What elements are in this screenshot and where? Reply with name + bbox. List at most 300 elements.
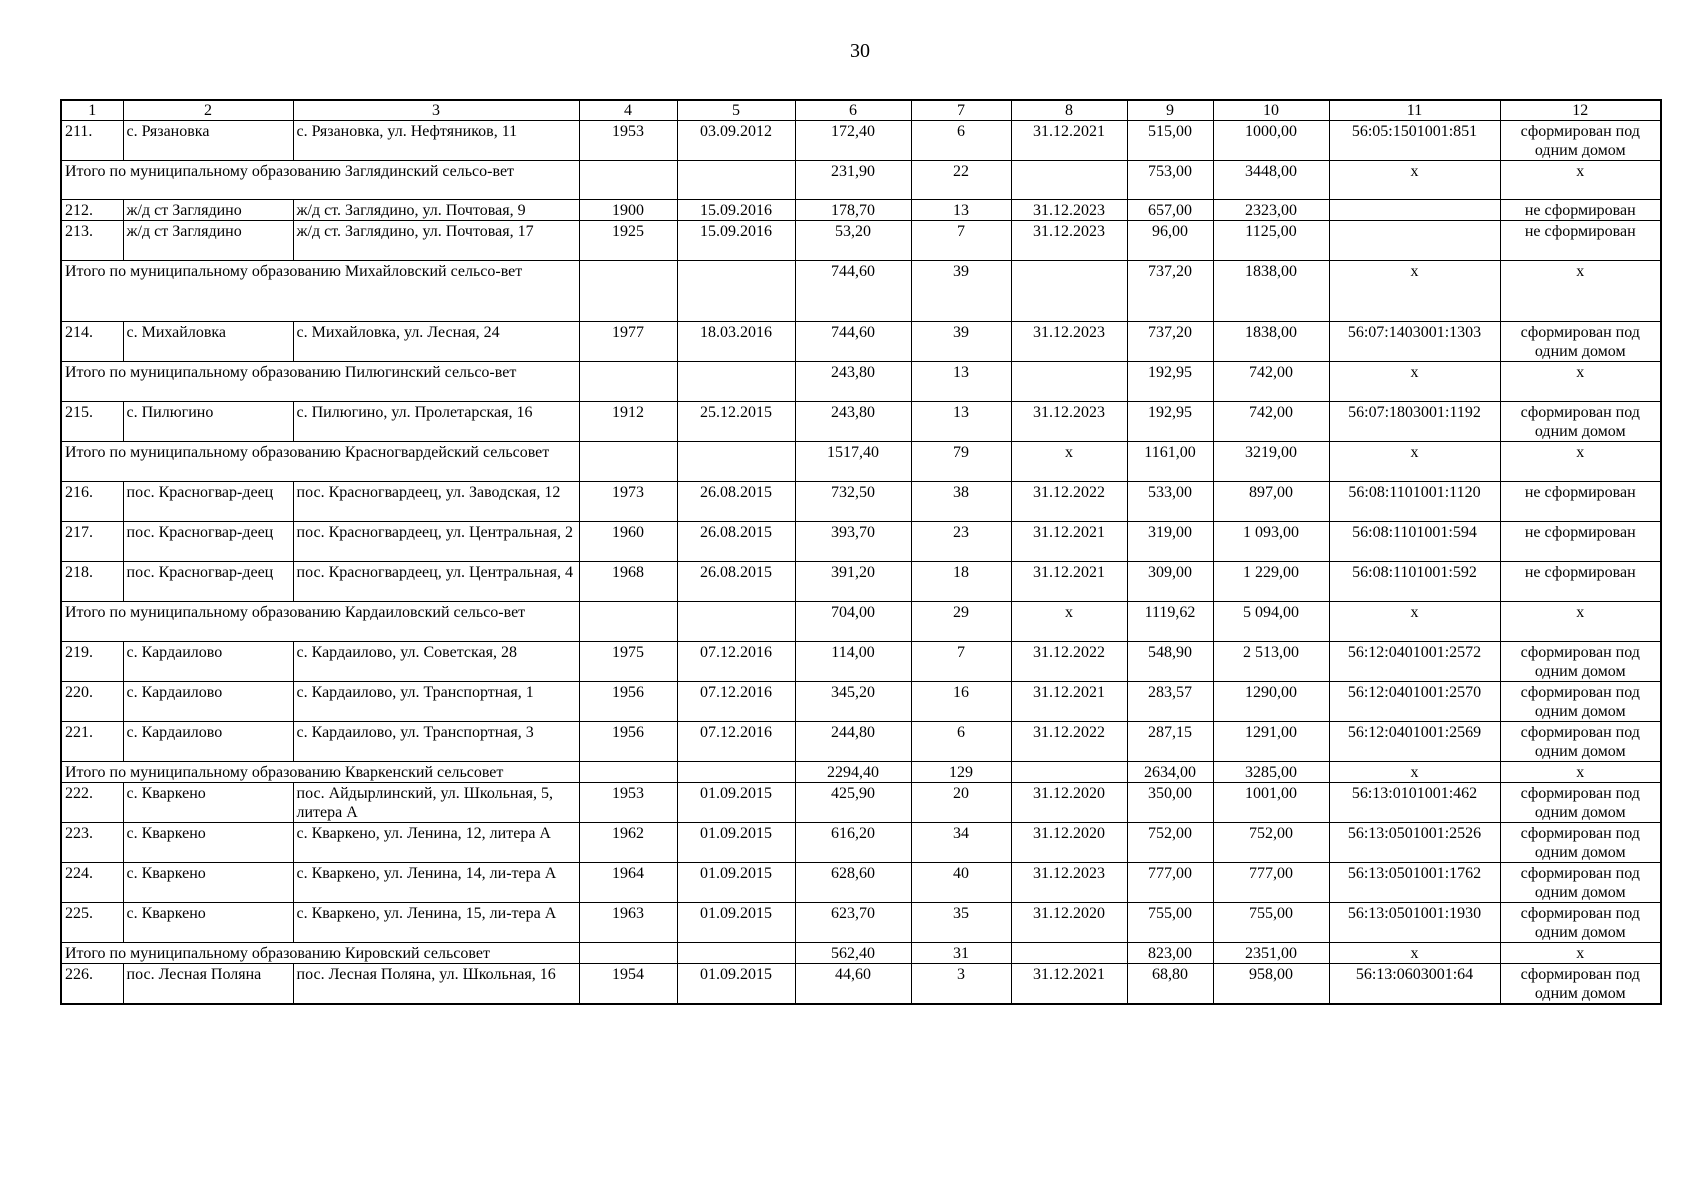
address-cell: с. Кваркено, ул. Ленина, 14, ли-тера А [293,863,579,903]
table-row [61,522,1661,562]
residents-cell: 39 [911,322,1011,362]
value-9-cell: 737,20 [1127,322,1213,362]
column-number-6: 6 [795,100,911,121]
cadastral-number-cell: x [1329,602,1500,642]
address-cell: с. Кардаилово, ул. Транспортная, 1 [293,682,579,722]
land-status-cell: x [1500,943,1661,964]
deadline-cell [1011,161,1127,200]
value-10-cell: 752,00 [1213,823,1329,863]
subtotal-label: Итого по муниципальному образованию Заглядинский сельсо-вет [61,161,579,200]
land-status-cell: сформирован под одним домом [1500,823,1661,863]
value-10-cell: 777,00 [1213,863,1329,903]
area-cell: 2294,40 [795,762,911,783]
row-number: 224. [61,863,123,903]
deadline-cell: 31.12.2021 [1011,682,1127,722]
land-status-cell: x [1500,362,1661,402]
date-cell: 15.09.2016 [677,200,795,221]
row-number: 215. [61,402,123,442]
table-row [61,903,1661,943]
year-cell: 1900 [579,200,677,221]
table-row [61,200,1661,221]
land-status-cell: сформирован под одним домом [1500,903,1661,943]
row-number: 221. [61,722,123,762]
value-9-cell: 657,00 [1127,200,1213,221]
value-10-cell: 1125,00 [1213,221,1329,261]
date-cell: 01.09.2015 [677,903,795,943]
residents-cell: 16 [911,682,1011,722]
residents-cell: 7 [911,642,1011,682]
subtotal-label: Итого по муниципальному образованию Красногвардейский сельсовет [61,442,579,482]
value-9-cell: 96,00 [1127,221,1213,261]
settlement-cell: с. Кваркено [123,903,293,943]
date-cell: 26.08.2015 [677,522,795,562]
land-status-cell: сформирован под одним домом [1500,722,1661,762]
residents-cell: 22 [911,161,1011,200]
deadline-cell [1011,943,1127,964]
deadline-cell: 31.12.2023 [1011,200,1127,221]
residents-cell: 35 [911,903,1011,943]
land-status-cell: сформирован под одним домом [1500,682,1661,722]
value-9-cell: 192,95 [1127,362,1213,402]
value-10-cell: 1838,00 [1213,261,1329,322]
deadline-cell: 31.12.2023 [1011,221,1127,261]
address-cell: пос. Красногвардеец, ул. Заводская, 12 [293,482,579,522]
table-body [61,100,1661,1004]
settlement-cell: с. Кваркено [123,783,293,823]
residents-cell: 31 [911,943,1011,964]
housing-registry-table [60,99,1662,1005]
area-cell: 744,60 [795,322,911,362]
date-cell: 26.08.2015 [677,562,795,602]
deadline-cell: 31.12.2023 [1011,322,1127,362]
column-number-5: 5 [677,100,795,121]
address-cell: пос. Красногвардеец, ул. Центральная, 2 [293,522,579,562]
land-status-cell: сформирован под одним домом [1500,121,1661,161]
land-status-cell: не сформирован [1500,562,1661,602]
year-cell: 1925 [579,221,677,261]
value-9-cell: 823,00 [1127,943,1213,964]
land-status-cell: сформирован под одним домом [1500,322,1661,362]
cadastral-number-cell [1329,200,1500,221]
date-cell [677,442,795,482]
date-cell: 01.09.2015 [677,964,795,1005]
row-number: 214. [61,322,123,362]
row-number: 219. [61,642,123,682]
cadastral-number-cell: 56:07:1803001:1192 [1329,402,1500,442]
value-10-cell: 3285,00 [1213,762,1329,783]
value-9-cell: 2634,00 [1127,762,1213,783]
address-cell: с. Кардаилово, ул. Советская, 28 [293,642,579,682]
land-status-cell: не сформирован [1500,482,1661,522]
subtotal-row [61,261,1661,322]
value-9-cell: 350,00 [1127,783,1213,823]
column-number-1: 1 [61,100,123,121]
deadline-cell: 31.12.2021 [1011,964,1127,1005]
table-row [61,121,1661,161]
value-10-cell: 897,00 [1213,482,1329,522]
cadastral-number-cell: 56:13:0501001:1930 [1329,903,1500,943]
value-9-cell: 753,00 [1127,161,1213,200]
value-9-cell: 309,00 [1127,562,1213,602]
year-cell [579,442,677,482]
area-cell: 623,70 [795,903,911,943]
table-row [61,682,1661,722]
value-9-cell: 548,90 [1127,642,1213,682]
deadline-cell: 31.12.2023 [1011,402,1127,442]
deadline-cell: x [1011,442,1127,482]
row-number: 213. [61,221,123,261]
table-row [61,642,1661,682]
value-9-cell: 287,15 [1127,722,1213,762]
area-cell: 172,40 [795,121,911,161]
land-status-cell: не сформирован [1500,221,1661,261]
deadline-cell [1011,261,1127,322]
residents-cell: 3 [911,964,1011,1005]
area-cell: 178,70 [795,200,911,221]
value-9-cell: 1119,62 [1127,602,1213,642]
residents-cell: 7 [911,221,1011,261]
value-10-cell: 5 094,00 [1213,602,1329,642]
value-9-cell: 1161,00 [1127,442,1213,482]
cadastral-number-cell: 56:05:1501001:851 [1329,121,1500,161]
column-number-12: 12 [1500,100,1661,121]
area-cell: 114,00 [795,642,911,682]
subtotal-row [61,762,1661,783]
date-cell: 07.12.2016 [677,722,795,762]
settlement-cell: пос. Лесная Поляна [123,964,293,1005]
value-10-cell: 1290,00 [1213,682,1329,722]
settlement-cell: ж/д ст Заглядино [123,221,293,261]
settlement-cell: пос. Красногвар-деец [123,522,293,562]
date-cell: 26.08.2015 [677,482,795,522]
value-9-cell: 777,00 [1127,863,1213,903]
value-9-cell: 737,20 [1127,261,1213,322]
settlement-cell: с. Кваркено [123,823,293,863]
column-number-2: 2 [123,100,293,121]
deadline-cell: 31.12.2021 [1011,562,1127,602]
year-cell [579,161,677,200]
subtotal-label: Итого по муниципальному образованию Кардаиловский сельсо-вет [61,602,579,642]
date-cell: 15.09.2016 [677,221,795,261]
row-number: 212. [61,200,123,221]
land-status-cell: x [1500,762,1661,783]
column-number-8: 8 [1011,100,1127,121]
area-cell: 231,90 [795,161,911,200]
address-cell: с. Пилюгино, ул. Пролетарская, 16 [293,402,579,442]
value-10-cell: 1000,00 [1213,121,1329,161]
column-number-4: 4 [579,100,677,121]
value-9-cell: 319,00 [1127,522,1213,562]
value-10-cell: 1 229,00 [1213,562,1329,602]
date-cell: 07.12.2016 [677,682,795,722]
year-cell: 1964 [579,863,677,903]
cadastral-number-cell: 56:12:0401001:2570 [1329,682,1500,722]
area-cell: 243,80 [795,362,911,402]
residents-cell: 34 [911,823,1011,863]
year-cell: 1977 [579,322,677,362]
value-9-cell: 533,00 [1127,482,1213,522]
year-cell: 1956 [579,722,677,762]
year-cell [579,943,677,964]
address-cell: с. Михайловка, ул. Лесная, 24 [293,322,579,362]
year-cell: 1962 [579,823,677,863]
year-cell [579,362,677,402]
date-cell: 01.09.2015 [677,783,795,823]
deadline-cell: 31.12.2020 [1011,823,1127,863]
area-cell: 44,60 [795,964,911,1005]
column-number-11: 11 [1329,100,1500,121]
page-number: 30 [850,40,870,62]
date-cell [677,362,795,402]
date-cell [677,762,795,783]
value-9-cell: 283,57 [1127,682,1213,722]
table-row [61,562,1661,602]
table-row [61,722,1661,762]
residents-cell: 40 [911,863,1011,903]
area-cell: 1517,40 [795,442,911,482]
deadline-cell: 31.12.2021 [1011,121,1127,161]
deadline-cell: 31.12.2022 [1011,722,1127,762]
area-cell: 704,00 [795,602,911,642]
address-cell: с. Рязановка, ул. Нефтяников, 11 [293,121,579,161]
value-10-cell: 2323,00 [1213,200,1329,221]
address-cell: ж/д ст. Заглядино, ул. Почтовая, 17 [293,221,579,261]
row-number: 218. [61,562,123,602]
year-cell: 1973 [579,482,677,522]
year-cell [579,261,677,322]
cadastral-number-cell: 56:13:0603001:64 [1329,964,1500,1005]
row-number: 220. [61,682,123,722]
date-cell: 18.03.2016 [677,322,795,362]
year-cell: 1968 [579,562,677,602]
address-cell: пос. Лесная Поляна, ул. Школьная, 16 [293,964,579,1005]
date-cell: 25.12.2015 [677,402,795,442]
table-row [61,783,1661,823]
column-number-9: 9 [1127,100,1213,121]
column-number-10: 10 [1213,100,1329,121]
area-cell: 244,80 [795,722,911,762]
area-cell: 243,80 [795,402,911,442]
land-status-cell: не сформирован [1500,200,1661,221]
date-cell [677,261,795,322]
column-number-3: 3 [293,100,579,121]
value-10-cell: 958,00 [1213,964,1329,1005]
year-cell: 1963 [579,903,677,943]
value-10-cell: 1291,00 [1213,722,1329,762]
residents-cell: 23 [911,522,1011,562]
land-status-cell: сформирован под одним домом [1500,642,1661,682]
subtotal-row [61,602,1661,642]
table-row [61,863,1661,903]
year-cell: 1953 [579,121,677,161]
year-cell [579,602,677,642]
year-cell: 1954 [579,964,677,1005]
value-10-cell: 2351,00 [1213,943,1329,964]
row-number: 225. [61,903,123,943]
cadastral-number-cell: 56:13:0501001:1762 [1329,863,1500,903]
land-status-cell: сформирован под одним домом [1500,863,1661,903]
cadastral-number-cell: 56:08:1101001:1120 [1329,482,1500,522]
value-9-cell: 192,95 [1127,402,1213,442]
land-status-cell: x [1500,261,1661,322]
deadline-cell: 31.12.2020 [1011,903,1127,943]
subtotal-row [61,161,1661,200]
year-cell: 1960 [579,522,677,562]
date-cell [677,161,795,200]
area-cell: 628,60 [795,863,911,903]
table-row [61,823,1661,863]
value-10-cell: 2 513,00 [1213,642,1329,682]
deadline-cell [1011,762,1127,783]
area-cell: 345,20 [795,682,911,722]
settlement-cell: с. Кардаилово [123,642,293,682]
residents-cell: 13 [911,402,1011,442]
deadline-cell: 31.12.2022 [1011,642,1127,682]
residents-cell: 20 [911,783,1011,823]
land-status-cell: x [1500,442,1661,482]
date-cell: 07.12.2016 [677,642,795,682]
area-cell: 53,20 [795,221,911,261]
deadline-cell: x [1011,602,1127,642]
value-10-cell: 755,00 [1213,903,1329,943]
cadastral-number-cell: x [1329,362,1500,402]
table-row [61,964,1661,1005]
value-10-cell: 1838,00 [1213,322,1329,362]
settlement-cell: пос. Красногвар-деец [123,562,293,602]
settlement-cell: с. Кваркено [123,863,293,903]
land-status-cell: сформирован под одним домом [1500,964,1661,1005]
land-status-cell: x [1500,602,1661,642]
year-cell: 1953 [579,783,677,823]
year-cell: 1975 [579,642,677,682]
cadastral-number-cell: 56:08:1101001:594 [1329,522,1500,562]
value-10-cell: 742,00 [1213,402,1329,442]
date-cell: 03.09.2012 [677,121,795,161]
cadastral-number-cell: x [1329,442,1500,482]
address-cell: с. Кардаилово, ул. Транспортная, 3 [293,722,579,762]
subtotal-row [61,442,1661,482]
year-cell: 1956 [579,682,677,722]
settlement-cell: с. Пилюгино [123,402,293,442]
value-9-cell: 68,80 [1127,964,1213,1005]
address-cell: с. Кваркено, ул. Ленина, 15, ли-тера А [293,903,579,943]
residents-cell: 13 [911,362,1011,402]
residents-cell: 6 [911,722,1011,762]
year-cell: 1912 [579,402,677,442]
residents-cell: 79 [911,442,1011,482]
residents-cell: 6 [911,121,1011,161]
subtotal-label: Итого по муниципальному образованию Михайловский сельсо-вет [61,261,579,322]
address-cell: пос. Красногвардеец, ул. Центральная, 4 [293,562,579,602]
cadastral-number-cell [1329,221,1500,261]
deadline-cell: 31.12.2022 [1011,482,1127,522]
date-cell: 01.09.2015 [677,863,795,903]
deadline-cell: 31.12.2023 [1011,863,1127,903]
residents-cell: 39 [911,261,1011,322]
row-number: 216. [61,482,123,522]
area-cell: 744,60 [795,261,911,322]
value-10-cell: 742,00 [1213,362,1329,402]
area-cell: 425,90 [795,783,911,823]
area-cell: 393,70 [795,522,911,562]
value-10-cell: 3219,00 [1213,442,1329,482]
cadastral-number-cell: x [1329,762,1500,783]
table-row [61,482,1661,522]
land-status-cell: сформирован под одним домом [1500,402,1661,442]
subtotal-label: Итого по муниципальному образованию Кваркенский сельсовет [61,762,579,783]
column-number-row [61,100,1661,121]
date-cell: 01.09.2015 [677,823,795,863]
column-number-7: 7 [911,100,1011,121]
cadastral-number-cell: 56:08:1101001:592 [1329,562,1500,602]
deadline-cell [1011,362,1127,402]
date-cell [677,943,795,964]
value-10-cell: 3448,00 [1213,161,1329,200]
settlement-cell: с. Кардаилово [123,722,293,762]
date-cell [677,602,795,642]
address-cell: с. Кваркено, ул. Ленина, 12, литера А [293,823,579,863]
area-cell: 562,40 [795,943,911,964]
cadastral-number-cell: x [1329,161,1500,200]
land-status-cell: не сформирован [1500,522,1661,562]
subtotal-row [61,362,1661,402]
residents-cell: 129 [911,762,1011,783]
settlement-cell: с. Михайловка [123,322,293,362]
value-10-cell: 1001,00 [1213,783,1329,823]
row-number: 222. [61,783,123,823]
value-9-cell: 752,00 [1127,823,1213,863]
deadline-cell: 31.12.2021 [1011,522,1127,562]
residents-cell: 18 [911,562,1011,602]
area-cell: 732,50 [795,482,911,522]
year-cell [579,762,677,783]
cadastral-number-cell: x [1329,943,1500,964]
table-row [61,402,1661,442]
subtotal-label: Итого по муниципальному образованию Кировский сельсовет [61,943,579,964]
residents-cell: 29 [911,602,1011,642]
table-row [61,322,1661,362]
address-cell: ж/д ст. Заглядино, ул. Почтовая, 9 [293,200,579,221]
cadastral-number-cell: 56:07:1403001:1303 [1329,322,1500,362]
area-cell: 391,20 [795,562,911,602]
value-10-cell: 1 093,00 [1213,522,1329,562]
settlement-cell: с. Кардаилово [123,682,293,722]
cadastral-number-cell: 56:12:0401001:2572 [1329,642,1500,682]
land-status-cell: x [1500,161,1661,200]
row-number: 223. [61,823,123,863]
area-cell: 616,20 [795,823,911,863]
subtotal-label: Итого по муниципальному образованию Пилюгинский сельсо-вет [61,362,579,402]
cadastral-number-cell: 56:13:0101001:462 [1329,783,1500,823]
cadastral-number-cell: x [1329,261,1500,322]
value-9-cell: 755,00 [1127,903,1213,943]
settlement-cell: пос. Красногвар-деец [123,482,293,522]
row-number: 211. [61,121,123,161]
residents-cell: 38 [911,482,1011,522]
subtotal-row [61,943,1661,964]
address-cell: пос. Айдырлинский, ул. Школьная, 5, литера А [293,783,579,823]
cadastral-number-cell: 56:13:0501001:2526 [1329,823,1500,863]
cadastral-number-cell: 56:12:0401001:2569 [1329,722,1500,762]
deadline-cell: 31.12.2020 [1011,783,1127,823]
row-number: 217. [61,522,123,562]
value-9-cell: 515,00 [1127,121,1213,161]
settlement-cell: с. Рязановка [123,121,293,161]
residents-cell: 13 [911,200,1011,221]
row-number: 226. [61,964,123,1005]
table-row [61,221,1661,261]
land-status-cell: сформирован под одним домом [1500,783,1661,823]
